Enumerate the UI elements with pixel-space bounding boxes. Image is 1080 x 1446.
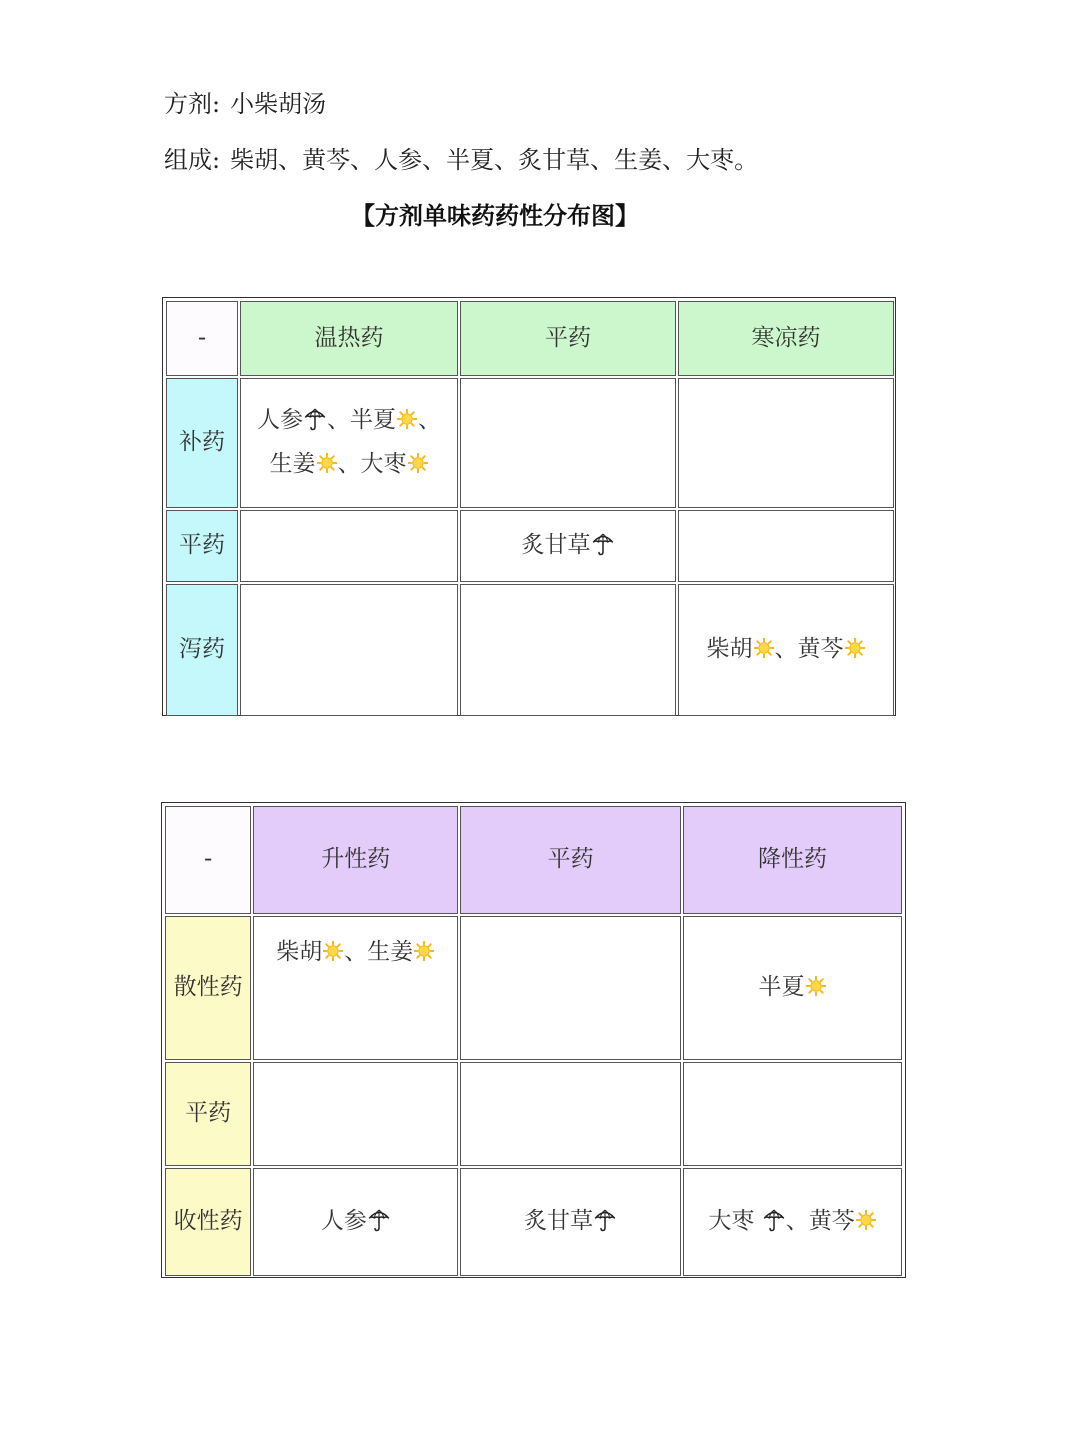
herb-name: 半夏 <box>758 974 805 1001</box>
herb-line <box>258 1200 453 1244</box>
sun-icon <box>408 453 428 473</box>
sun-icon <box>845 638 865 658</box>
table2-cell <box>253 1168 458 1276</box>
herb-line <box>245 399 453 443</box>
table2-column-header: 平药 <box>460 806 681 914</box>
table1-row-header: 泻药 <box>166 584 238 716</box>
umbrella-icon <box>368 1208 390 1232</box>
herb-name: 人参 <box>320 1208 367 1235</box>
table1-cell <box>678 510 894 582</box>
composition-line <box>164 140 758 175</box>
property-table-direction <box>161 802 906 1278</box>
herb-line <box>688 966 897 1010</box>
herb-name: 生姜 <box>367 939 414 965</box>
composition-list: 柴胡、黄芩、人参、半夏、炙甘草、生姜、大枣。 <box>230 146 759 174</box>
herb-name: 大枣 <box>360 451 407 477</box>
herb-line <box>245 443 453 487</box>
herb-line <box>465 1200 676 1244</box>
formula-line <box>164 84 326 119</box>
herb-name: 炙甘草 <box>521 532 591 559</box>
list-separator: 、 <box>774 636 798 663</box>
umbrella-icon <box>304 407 326 431</box>
herb-line <box>258 931 453 975</box>
table2-cell <box>253 1062 458 1166</box>
property-table-temperature <box>162 297 896 716</box>
herb-name: 柴胡 <box>276 939 323 965</box>
sun-icon <box>323 941 343 961</box>
herb-name: 人参 <box>257 407 303 434</box>
table2-cell <box>460 1168 681 1276</box>
formula-name: 小柴胡汤 <box>230 90 327 118</box>
herb-name: 黄芩 <box>797 636 844 663</box>
list-separator: 、 <box>785 1208 809 1235</box>
herb-name: 柴胡 <box>706 636 753 663</box>
sun-icon <box>397 409 417 429</box>
herb-name: 炙甘草 <box>524 1208 594 1235</box>
table2-row-header: 收性药 <box>165 1168 251 1276</box>
herb-name: 大枣 <box>708 1208 762 1235</box>
table1-cell <box>678 584 894 716</box>
table1-cell <box>240 378 458 508</box>
table1-cell <box>460 378 676 508</box>
list-separator: 、 <box>327 407 350 434</box>
herb-line <box>688 1200 897 1244</box>
table2-cell <box>683 1062 902 1166</box>
table1-cell <box>460 584 676 716</box>
herb-name: 生姜 <box>269 451 316 477</box>
table2-corner-cell: - <box>165 806 251 914</box>
herb-name: 黄芩 <box>808 1208 855 1235</box>
umbrella-icon <box>763 1208 785 1232</box>
table1-corner-cell: - <box>166 301 238 376</box>
chart-title: 【方剂单味药药性分布图】 <box>351 202 639 230</box>
sun-icon <box>856 1210 876 1230</box>
herb-line <box>683 628 889 672</box>
sun-icon <box>317 453 337 473</box>
herb-name: 半夏 <box>350 407 396 434</box>
sun-icon <box>414 941 434 961</box>
table2-cell <box>253 916 458 1060</box>
table1-cell <box>240 510 458 582</box>
list-separator: 、 <box>344 939 368 965</box>
table1-row-header: 平药 <box>166 510 238 582</box>
table1-column-header: 平药 <box>460 301 676 376</box>
composition-label: 组成: <box>164 146 221 174</box>
table1-column-header: 寒凉药 <box>678 301 894 376</box>
table2-cell <box>683 1168 902 1276</box>
table1-column-header: 温热药 <box>240 301 458 376</box>
umbrella-icon <box>592 532 614 556</box>
table2-row-header: 散性药 <box>165 916 251 1060</box>
table2-cell <box>460 916 681 1060</box>
table1-cell <box>460 510 676 582</box>
table2-column-header: 降性药 <box>683 806 902 914</box>
sun-icon <box>754 638 774 658</box>
table2-cell <box>460 1062 681 1166</box>
sun-icon <box>806 976 826 996</box>
table1-cell <box>240 584 458 716</box>
table2-cell <box>683 916 902 1060</box>
table2-column-header: 升性药 <box>253 806 458 914</box>
table1-row-header: 补药 <box>166 378 238 508</box>
umbrella-icon <box>594 1208 616 1232</box>
formula-label: 方剂: <box>164 90 221 118</box>
herb-line <box>465 524 671 568</box>
table1-cell <box>678 378 894 508</box>
list-separator: 、 <box>337 451 361 477</box>
list-separator: 、 <box>418 407 441 434</box>
table2-row-header: 平药 <box>165 1062 251 1166</box>
